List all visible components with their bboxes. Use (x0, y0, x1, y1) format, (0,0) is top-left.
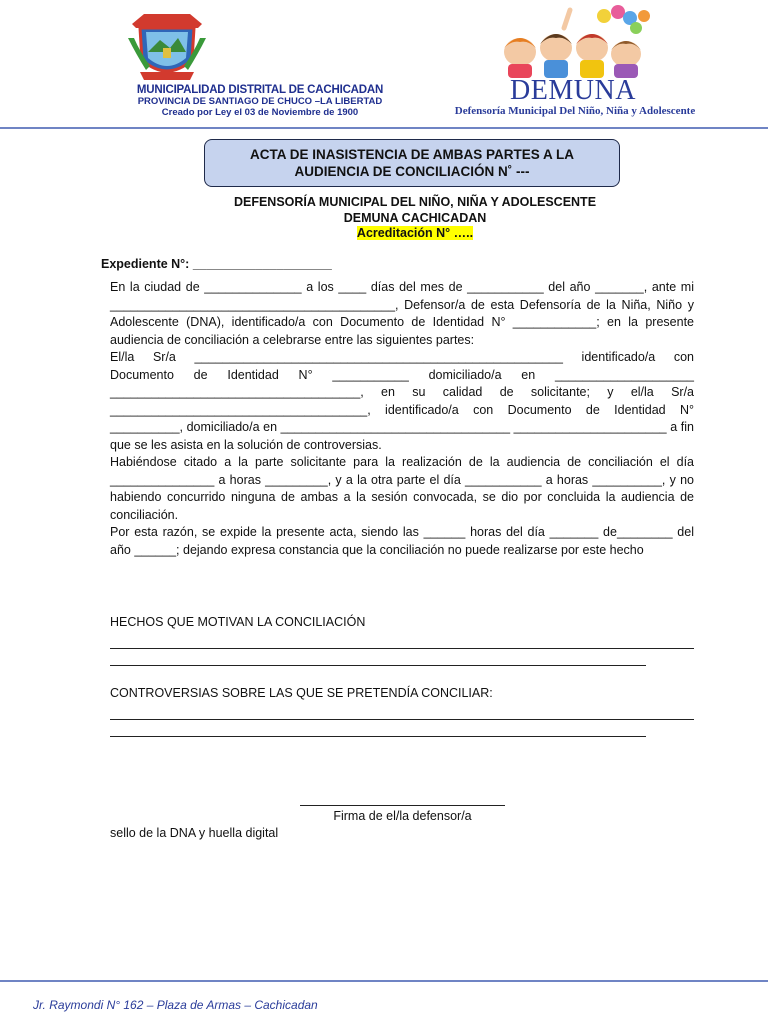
demuna-subtitle: Defensoría Municipal Del Niño, Niña y Adolescente (454, 105, 696, 117)
demuna-logo-text: DEMUNA (510, 75, 636, 106)
controversias-blank-line-1 (110, 719, 694, 720)
municipality-coat-of-arms (126, 8, 208, 84)
demuna-children-illustration (498, 4, 658, 80)
controversias-section-title: CONTROVERSIAS SOBRE LAS QUE SE PRETENDÍA CONCILIAR: (110, 686, 493, 700)
signature-label: Firma de el/la defensor/a (333, 809, 472, 823)
document-title-line1: ACTA DE INASISTENCIA DE AMBAS PARTES A LA (249, 147, 574, 162)
document-title-box (204, 139, 620, 187)
accreditation-number: Acreditación N° ….. (356, 226, 474, 240)
municipality-name: MUNICIPALIDAD DISTRITAL DE CACHICADAN (136, 84, 384, 96)
footer-divider (0, 980, 768, 982)
hechos-blank-line-2 (110, 665, 646, 666)
hechos-section-title: HECHOS QUE MOTIVAN LA CONCILIACIÓN (110, 615, 366, 629)
organization-demuna: DEMUNA CACHICADAN (343, 210, 487, 225)
seal-note: sello de la DNA y huella digital (110, 826, 279, 840)
footer-address: Jr. Raymondi N° 162 – Plaza de Armas – Cachicadan (33, 998, 318, 1012)
document-body (110, 279, 694, 559)
organization-block (150, 195, 680, 242)
body-paragraph-parties: El/la Sr/a _____________________________________________________ identificado/a con Documento de Identidad N° ___________ domiciliado/a en ____________________ ____________________________________, en su calidad de solicitante; y el/la Sr/a _____________________________________, identificado/a con Documento de Identidad N° __________, domiciliado/a en _________________________________ ______________________ a fin que se les asista en la solución de controversias. (110, 350, 694, 452)
controversias-blank-line-2 (110, 736, 646, 737)
body-paragraph-citation: Habiéndose citado a la parte solicitante para la realización de la audiencia de conciliación el día _______________ a horas _________, y a la otra parte el día ___________ a horas __________, y no habiendo concurrido ninguna de ambas a la sesión convocada, se dio por concluida la audiencia de conciliación. (110, 455, 694, 522)
header-divider (0, 127, 768, 129)
hechos-blank-line-1 (110, 648, 694, 649)
body-paragraph-intro: En la ciudad de ______________ a los ____ días del mes de ___________ del año _______, ante mi _________________________________________, Defensor/a de esta Defensoría de la Niña, Niño y Adolescente (DNA), identificado/a con Documento de Identidad N° ____________; en la presente audiencia de conciliación a celebrarse entre las siguientes partes: (110, 280, 694, 347)
organization-name: DEFENSORÍA MUNICIPAL DEL NIÑO, NIÑA Y ADOLESCENTE (233, 195, 597, 209)
document-title-line2: AUDIENCIA DE CONCILIACIÓN N˚ --- (294, 164, 530, 179)
municipality-province: PROVINCIA DE SANTIAGO DE CHUCO –LA LIBERTAD (137, 96, 383, 107)
body-paragraph-closing: Por esta razón, se expide la presente acta, siendo las ______ horas del día _______ de________ del año ______; dejando expresa constancia que la conciliación no puede realizarse por este hecho (110, 525, 694, 557)
municipality-created: Creado por Ley el 03 de Noviembre de 1900 (161, 107, 359, 118)
signature-line (300, 805, 505, 806)
expediente-field: Expediente N°: ____________________ (101, 257, 332, 271)
municipality-header (20, 84, 500, 118)
